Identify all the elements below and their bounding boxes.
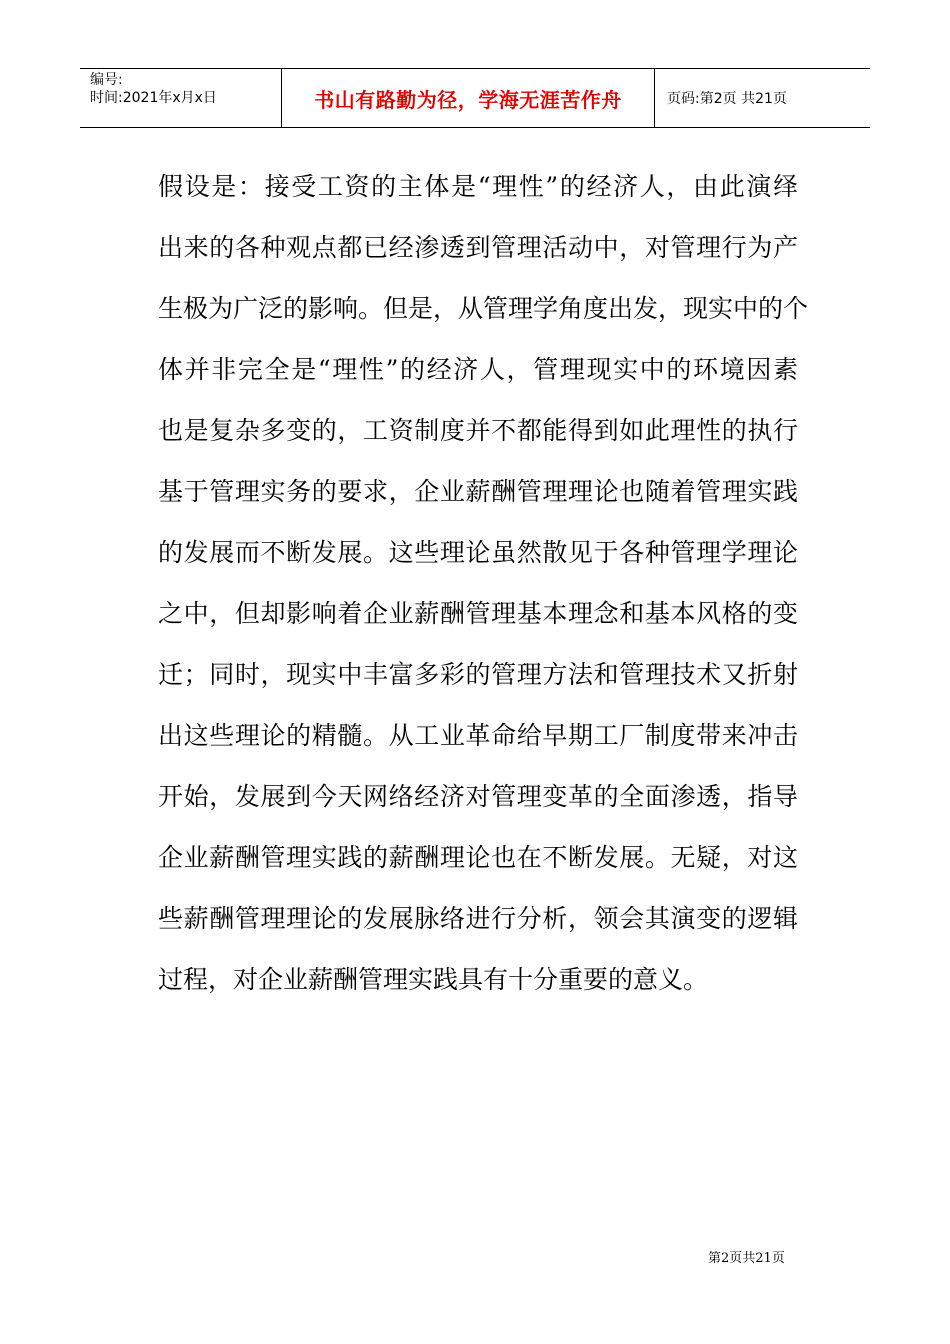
page-footer: 第2页共21页 <box>708 1251 785 1266</box>
body-line: 开始，发展到今天网络经济对管理变革的全面渗透，指导 <box>158 782 798 811</box>
body-line: 的发展而不断发展。这些理论虽然散见于各种管理学理论 <box>158 538 798 567</box>
header-meta <box>80 69 282 127</box>
body-line: 过程，对企业薪酬管理实践具有十分重要的意义。 <box>158 965 709 994</box>
body-line: 基于管理实务的要求，企业薪酬管理理论也随着管理实践 <box>158 477 798 506</box>
document-number-label: 编号: <box>90 72 123 88</box>
body-line: 出这些理论的精髓。从工业革命给早期工厂制度带来冲击 <box>158 721 798 750</box>
body-line: 些薪酬管理理论的发展脉络进行分析，领会其演变的逻辑 <box>158 904 798 933</box>
body-line: 假设是：接受工资的主体是“理性”的经济人，由此演绎 <box>158 172 798 201</box>
body-paragraph <box>158 156 809 1010</box>
body-line: 生极为广泛的影响。但是，从管理学角度出发，现实中的个 <box>158 294 809 323</box>
header-motto: 书山有路勤为径，学海无涯苦作舟 <box>282 69 655 127</box>
document-date: 时间:2021年x月x日 <box>90 90 217 106</box>
page-header <box>80 68 870 128</box>
body-line: 迁；同时，现实中丰富多彩的管理方法和管理技术又折射 <box>158 660 798 689</box>
body-line: 企业薪酬管理实践的薪酬理论也在不断发展。无疑，对这 <box>158 843 798 872</box>
header-page-info: 页码:第2页 共21页 <box>667 91 787 107</box>
body-line: 之中，但却影响着企业薪酬管理基本理念和基本风格的变 <box>158 599 798 628</box>
body-line: 体并非完全是“理性”的经济人，管理现实中的环境因素 <box>158 355 798 384</box>
body-line: 也是复杂多变的，工资制度并不都能得到如此理性的执行 <box>158 416 798 445</box>
body-line: 出来的各种观点都已经渗透到管理活动中，对管理行为产 <box>158 233 798 262</box>
